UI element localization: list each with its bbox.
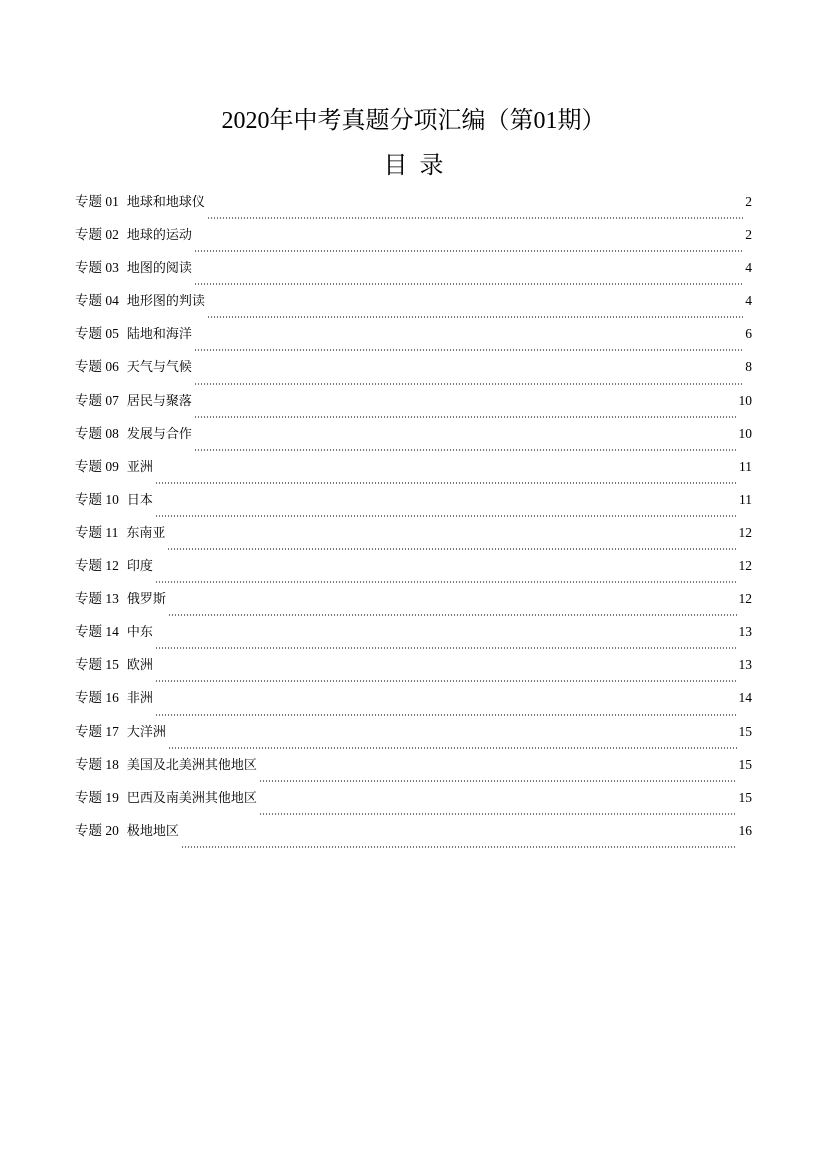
toc-entry-number: 专题 05 [75, 326, 119, 342]
toc-entry-title: 陆地和海洋 [126, 327, 192, 343]
toc-entry[interactable] [75, 821, 752, 854]
toc-dot-leader [259, 780, 737, 782]
toc-entry[interactable] [75, 722, 752, 755]
toc-dot-leader [155, 581, 737, 583]
toc-dot-leader [155, 482, 737, 484]
toc-entry-page: 12 [738, 524, 752, 540]
toc-dot-leader [259, 813, 737, 815]
toc-entry-number: 专题 09 [75, 458, 119, 474]
toc-entry-title: 地球和地球仪 [126, 195, 205, 210]
toc-entry-number: 专题 06 [75, 359, 119, 375]
toc-entry-title: 中东 [126, 625, 153, 641]
toc-entry-title: 天气与气候 [126, 360, 192, 376]
toc-entry-title: 美国及北美洲其他地区 [126, 757, 257, 773]
toc-entry-number: 专题 13 [75, 591, 119, 607]
toc-entry[interactable] [75, 357, 752, 390]
toc-dot-leader [181, 846, 737, 848]
document-title: 2020年中考真题分项汇编（第01期） [221, 108, 606, 134]
toc-entry-page: 15 [738, 789, 752, 805]
toc-entry[interactable] [75, 324, 752, 357]
toc-dot-leader [194, 416, 737, 418]
toc-entry-page: 10 [738, 425, 752, 441]
toc-entry-page: 13 [738, 624, 752, 640]
toc-entry-title: 地球的运动 [126, 228, 192, 244]
toc-entry-title: 发展与合作 [126, 426, 192, 442]
toc-entry-number: 专题 14 [75, 624, 119, 640]
toc-heading: 目录 [383, 151, 456, 179]
toc-entry-page: 6 [745, 326, 752, 342]
toc-dot-leader [155, 515, 737, 517]
toc-entry[interactable] [75, 589, 752, 622]
toc-entry-title: 非洲 [126, 691, 153, 707]
toc-entry-number: 专题 07 [75, 392, 119, 408]
toc-entry-number: 专题 08 [75, 425, 119, 441]
toc-entry[interactable] [75, 192, 752, 225]
toc-entry-page: 2 [745, 227, 752, 243]
toc-entry-title: 地形图的判读 [126, 294, 205, 310]
toc-entry[interactable] [75, 755, 752, 788]
toc-dot-leader [167, 548, 736, 550]
toc-entry[interactable] [75, 622, 752, 655]
toc-entry-page: 11 [739, 491, 752, 507]
toc-entry-page: 12 [738, 591, 752, 607]
toc-entry-number: 专题 01 [75, 194, 119, 209]
toc-dot-leader [168, 614, 737, 616]
toc-entry[interactable] [75, 523, 752, 556]
toc-entry-title: 大洋洲 [126, 724, 166, 740]
toc-entry-page: 2 [745, 194, 752, 209]
toc-entry-page: 11 [739, 458, 752, 474]
toc-entry[interactable] [75, 391, 752, 424]
toc-entry-number: 专题 19 [75, 789, 119, 805]
table-of-contents [75, 192, 752, 854]
toc-entry-number: 专题 18 [75, 756, 119, 772]
toc-entry-number: 专题 20 [75, 822, 119, 838]
toc-entry-title: 亚洲 [126, 459, 153, 475]
toc-entry[interactable] [75, 258, 752, 291]
toc-entry[interactable] [75, 225, 752, 258]
toc-entry-title: 巴西及南美洲其他地区 [126, 790, 257, 806]
toc-dot-leader [194, 250, 743, 252]
toc-entry-page: 4 [745, 293, 752, 309]
toc-entry-number: 专题 04 [75, 293, 119, 309]
toc-entry-title: 印度 [126, 559, 153, 575]
toc-entry-page: 13 [738, 657, 752, 673]
toc-entry-page: 10 [738, 392, 752, 408]
toc-dot-leader [194, 449, 737, 451]
toc-entry[interactable] [75, 655, 752, 688]
toc-entry-number: 专题 17 [75, 723, 119, 739]
toc-entry-title: 东南亚 [126, 525, 166, 541]
toc-dot-leader [194, 383, 743, 385]
toc-entry[interactable] [75, 556, 752, 589]
toc-entry[interactable] [75, 788, 752, 821]
toc-dot-leader [155, 714, 737, 716]
toc-entry-title: 地图的阅读 [126, 261, 192, 277]
toc-entry[interactable] [75, 688, 752, 721]
toc-dot-leader [168, 747, 737, 749]
toc-entry-page: 16 [738, 822, 752, 838]
toc-dot-leader [207, 217, 743, 219]
toc-entry[interactable] [75, 291, 752, 324]
toc-entry[interactable] [75, 424, 752, 457]
toc-entry-page: 14 [738, 690, 752, 706]
toc-entry-page: 8 [745, 359, 752, 375]
toc-dot-leader [207, 316, 743, 318]
toc-entry-title: 日本 [126, 492, 153, 508]
toc-entry-title: 俄罗斯 [126, 592, 166, 608]
toc-entry[interactable] [75, 457, 752, 490]
toc-entry-page: 4 [745, 260, 752, 276]
toc-entry-title: 居民与聚落 [126, 393, 192, 409]
toc-entry-page: 12 [738, 558, 752, 574]
toc-dot-leader [155, 647, 737, 649]
toc-dot-leader [155, 680, 737, 682]
toc-entry-number: 专题 03 [75, 260, 119, 276]
toc-entry-page: 15 [738, 723, 752, 739]
toc-entry-number: 专题 11 [75, 524, 119, 540]
toc-entry[interactable] [75, 490, 752, 523]
toc-dot-leader [194, 349, 743, 351]
toc-entry-number: 专题 12 [75, 558, 119, 574]
toc-entry-page: 15 [738, 756, 752, 772]
toc-entry-title: 极地地区 [126, 823, 179, 839]
toc-entry-title: 欧洲 [126, 658, 153, 674]
toc-entry-number: 专题 02 [75, 227, 119, 243]
toc-dot-leader [194, 283, 743, 285]
toc-entry-number: 专题 15 [75, 657, 119, 673]
toc-entry-number: 专题 16 [75, 690, 119, 706]
toc-entry-number: 专题 10 [75, 491, 119, 507]
